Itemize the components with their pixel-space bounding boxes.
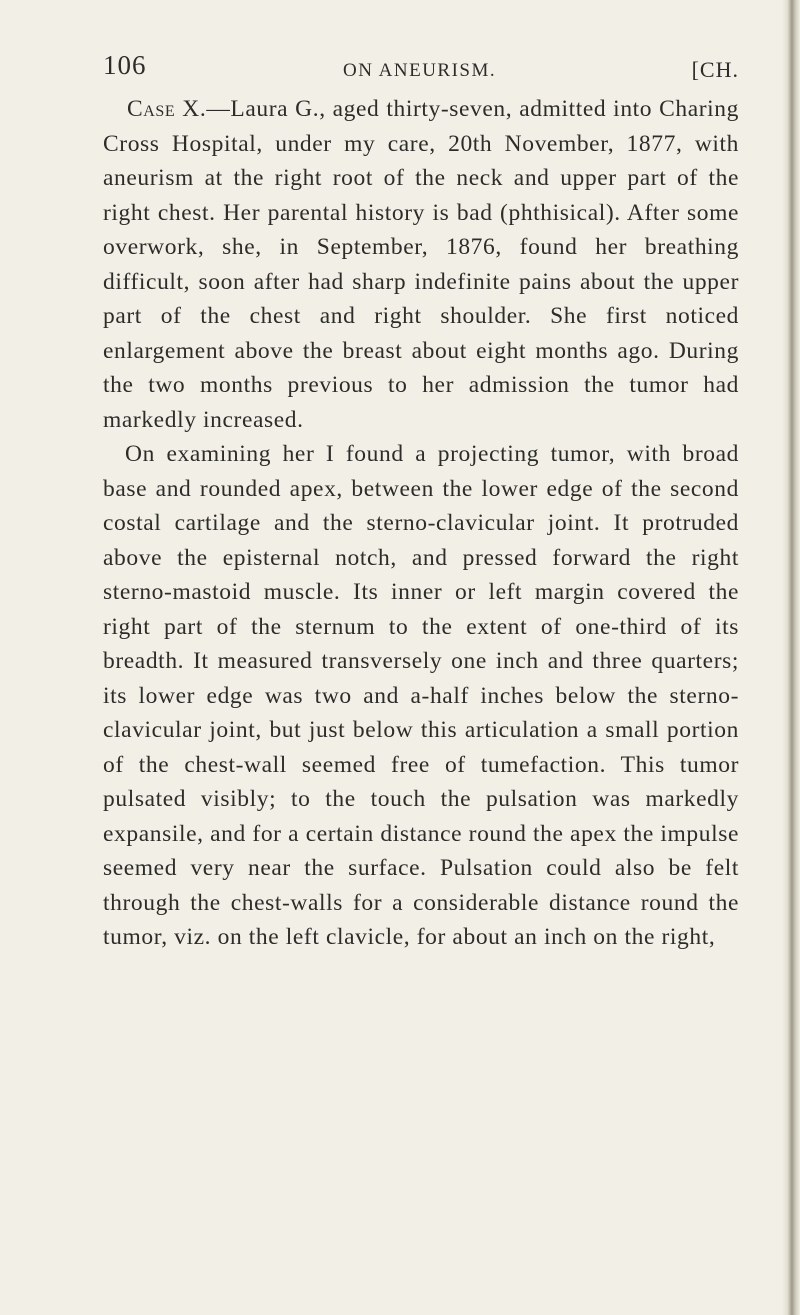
paragraph-examination: On examining her I found a projecting tumor, with broad base and rounded apex, between the lower edge of the second costal cartilage and the sterno-clavicular joint. It protruded above the episternal notch, and pressed forward the right sterno-mastoid muscle. Its inner or left margin covered the right part of the sternum to the extent of one-third of its breadth. It measured transversely one inch and three quarters; its lower edge was two and a-half inches below the sterno-clavicular joint, but just below this articulation a small portion of the chest-wall seemed free of tumefaction. This tumor pulsated visibly; to the touch the pulsation was markedly expansile, and for a certain distance round the apex the impulse seemed very near the surface. Pulsation could also be felt through the chest-walls for a considerable distance round the tumor, viz. on the left clavicle, for about an inch on the right, xyxy=(103,441,739,950)
running-head xyxy=(103,50,739,94)
body-text xyxy=(103,92,739,955)
chapter-marker: [CH. xyxy=(691,57,739,82)
paragraph-case-intro xyxy=(103,92,739,437)
page-edge-shadow xyxy=(782,0,800,1315)
running-title: ON ANEURISM. xyxy=(343,60,497,81)
page-number: 106 xyxy=(103,50,147,80)
case-label: Case X. xyxy=(127,96,207,122)
paragraph-1-text: —Laura G., aged thirty-seven, admitted into Charing Cross Hospital, under my care, 20th November, 1877, with aneurism at the right root of the neck and upper part of the right chest. Her parental history is bad (phthisical). After some overwork, she, in September, 1876, found her breathing difficult, soon after had sharp indefinite pains about the upper part of the chest and right shoulder. She first noticed enlargement above the breast about eight months ago. During the two months previous to her admission the tumor had markedly increased. xyxy=(103,96,740,433)
